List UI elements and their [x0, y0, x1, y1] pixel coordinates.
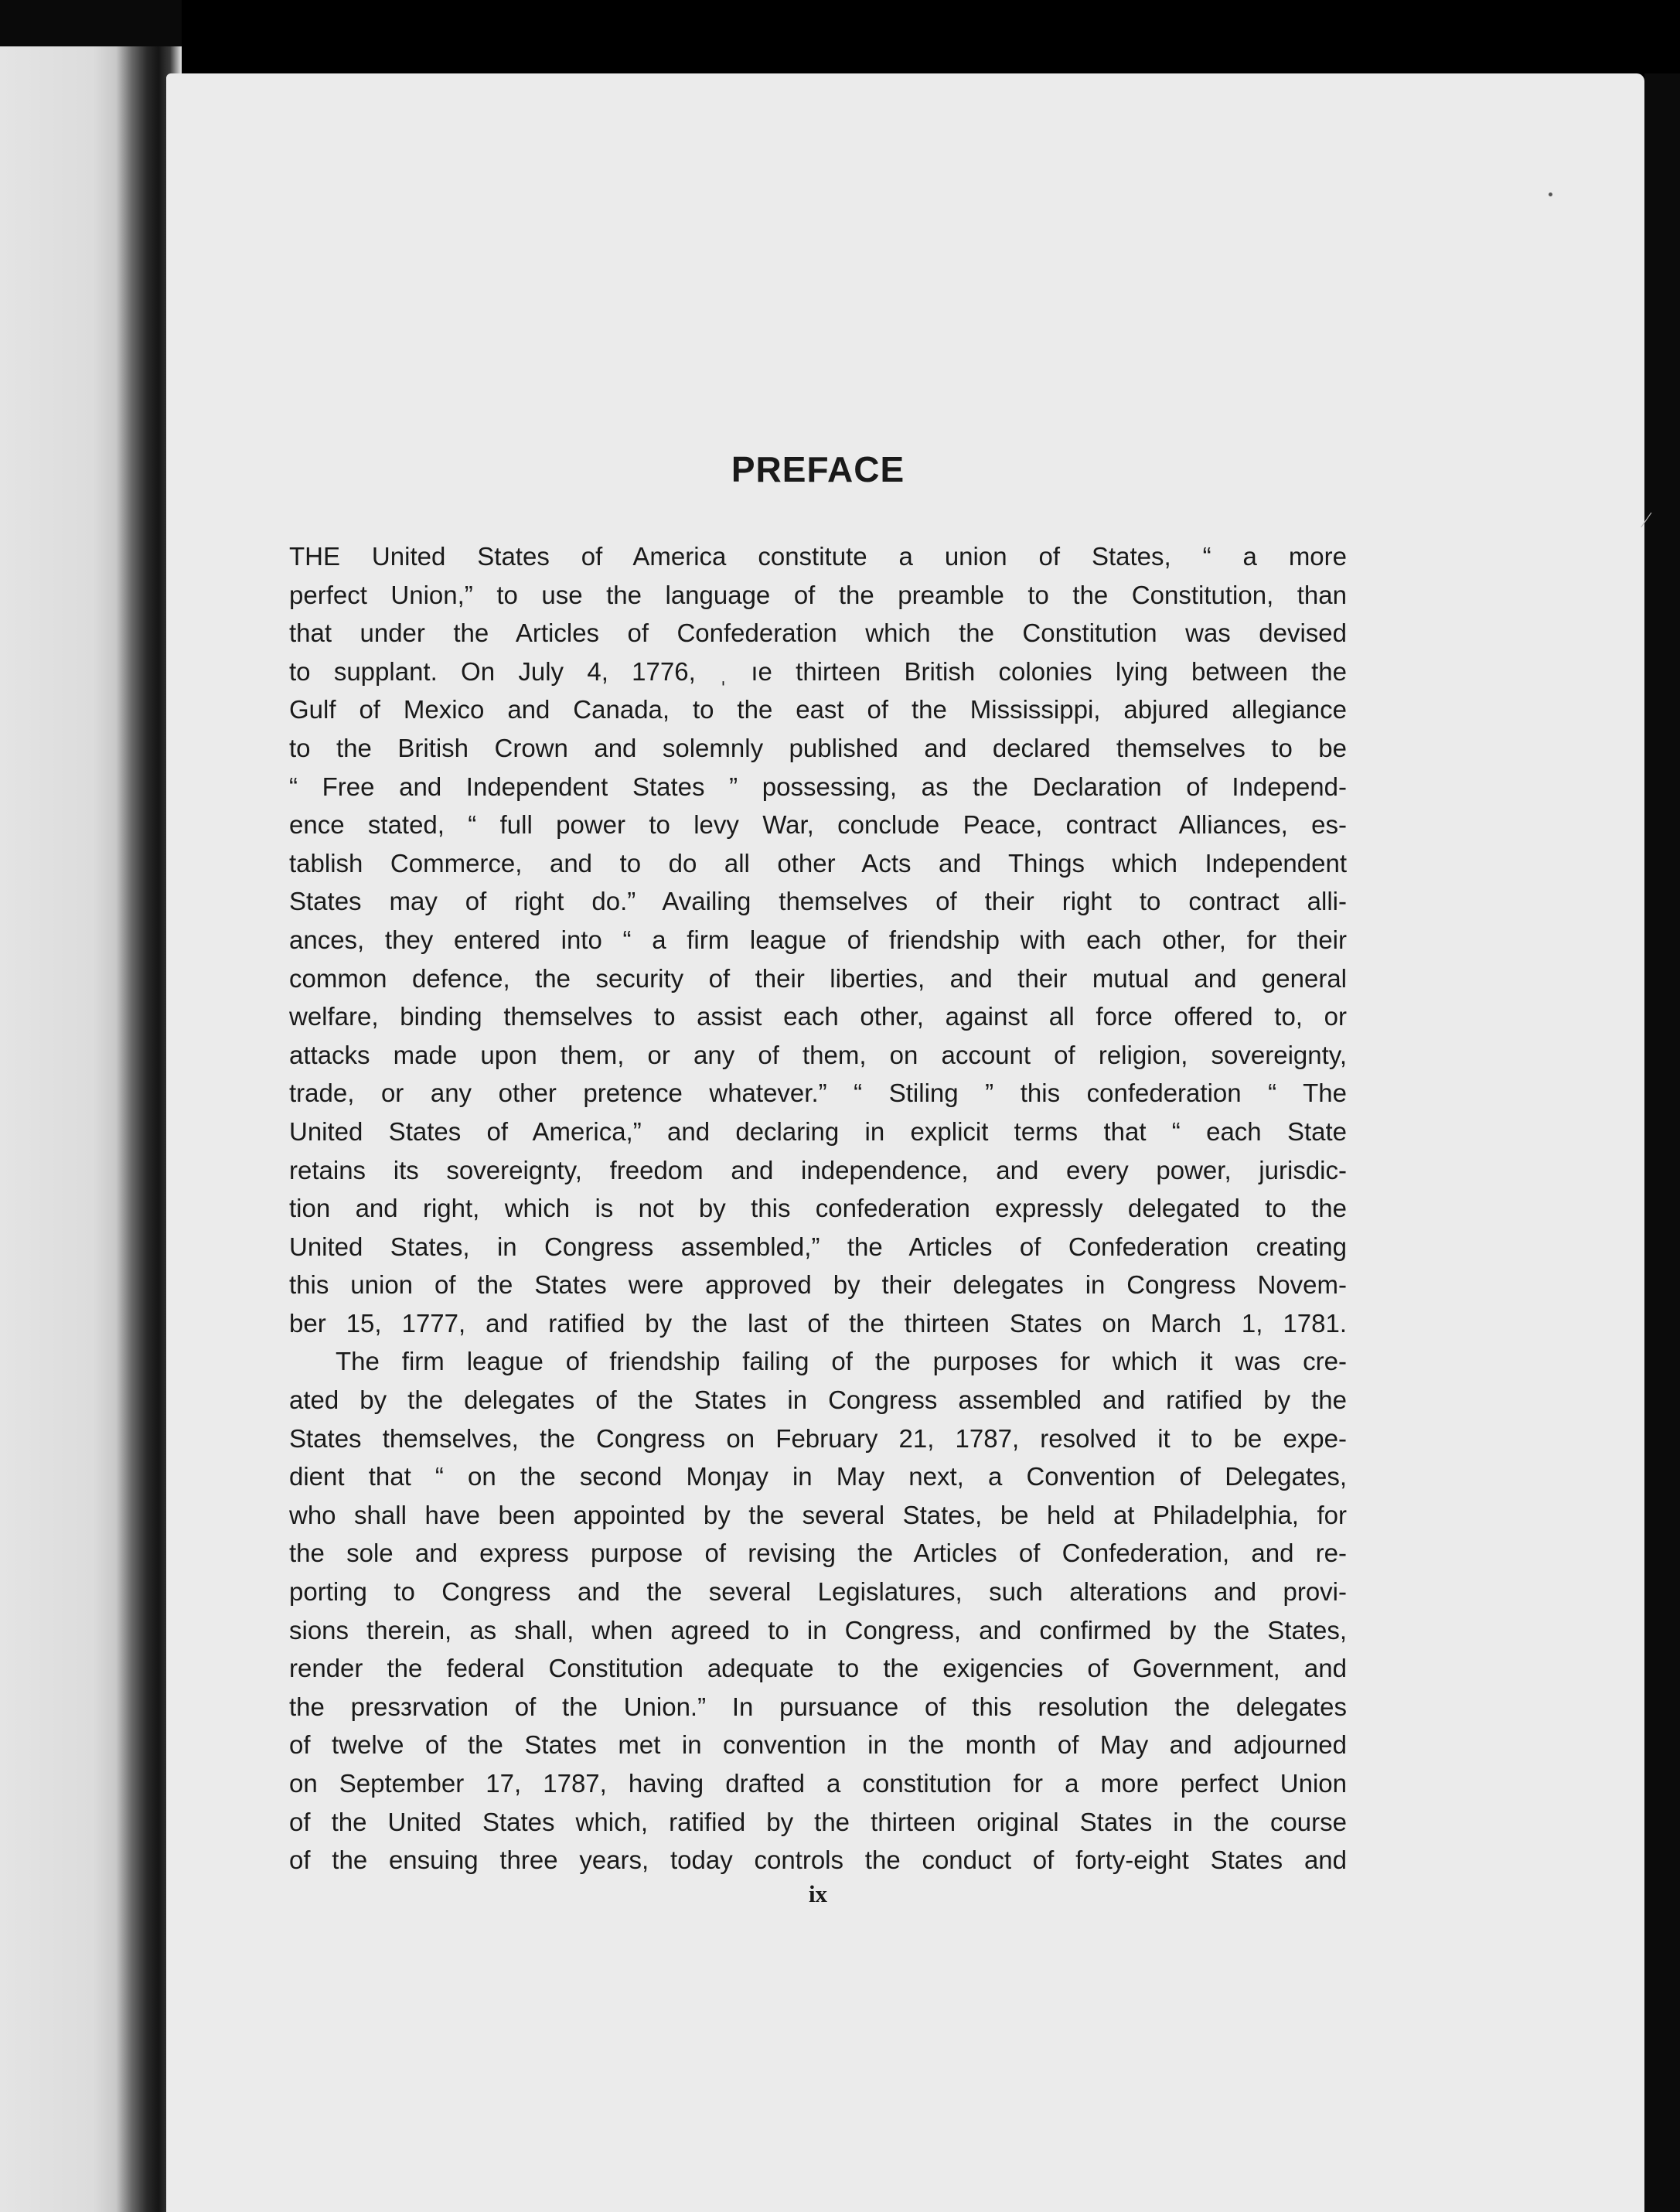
text-line: tion and right, which is not by this confederation expressly delegated to the [289, 1194, 1347, 1223]
text-line: of the United States which, ratified by the thirteen original States in the course [289, 1807, 1347, 1836]
paragraph-2 [289, 1342, 1347, 1879]
text-line: that under the Articles of Confederation which the Constitution was devised [289, 619, 1347, 648]
text-line: sions therein, as shall, when agreed to in Congress, and confirmed by the States, [289, 1615, 1347, 1645]
speck-mark [1549, 193, 1552, 196]
text-line: tablish Commerce, and to do all other Acts and Things which Independent [289, 848, 1347, 878]
text-line: ber 15, 1777, and ratified by the last of the thirteen States on March 1, 1781. [289, 1308, 1347, 1338]
paragraph-1 [289, 537, 1347, 1342]
text-line: THE United States of America constitute a union of States, “ a more [289, 542, 1347, 571]
text-line: attacks made upon them, or any of them, on account of religion, sovereignty, [289, 1040, 1347, 1069]
text-line: United States of America,” and declaring in explicit terms that “ each State [289, 1116, 1347, 1146]
binding-gutter [0, 46, 182, 2212]
text-line: to supplant. On July 4, 1776, ˌ ıe thirteen British colonies lying between the [289, 656, 1347, 686]
text-line: common defence, the security of their liberties, and their mutual and general [289, 963, 1347, 993]
text-line: ated by the delegates of the States in Congress assembled and ratified by the [289, 1385, 1347, 1415]
text-line: dient that “ on the second Monȷay in May next, a Convention of Delegates, [289, 1462, 1347, 1491]
text-line: welfare, binding themselves to assist each other, against all force offered to, or [289, 1002, 1347, 1031]
text-line: perfect Union,” to use the language of the preamble to the Constitution, than [289, 580, 1347, 609]
text-line: this union of the States were approved by their delegates in Congress Novem- [289, 1270, 1347, 1300]
text-line: the sole and express purpose of revising the Articles of Confederation, and re- [289, 1539, 1347, 1568]
page-number: ix [808, 1880, 828, 1907]
preface-body [289, 537, 1347, 1880]
text-line: ence stated, “ full power to levy War, conclude Peace, contract Alliances, es- [289, 810, 1347, 840]
text-line: the presзrvation of the Union.” In pursuance of this resolution the delegates [289, 1692, 1347, 1721]
text-line: ances, they entered into “ a firm league of friendship with each other, for their [289, 925, 1347, 954]
text-line: render the federal Constitution adequate to the exigencies of Government, and [289, 1654, 1347, 1683]
text-line: The firm league of friendship failing of the purposes for which it was cre- [336, 1347, 1347, 1376]
text-line: on September 17, 1787, having drafted a constitution for a more perfect Union [289, 1769, 1347, 1798]
text-line: “ Free and Independent States ” possessing, as the Declaration of Independ- [289, 772, 1347, 801]
text-line: States may of right do.” Availing themselves of their right to contract alli- [289, 887, 1347, 916]
text-line: porting to Congress and the several Legislatures, such alterations and provi- [289, 1577, 1347, 1607]
text-line: of the ensuing three years, today controls the conduct of forty-eight States and [289, 1846, 1347, 1875]
text-line: retains its sovereignty, freedom and independence, and every power, jurisdic- [289, 1155, 1347, 1184]
page-title: PREFACE [731, 449, 905, 489]
text-line: Gulf of Mexico and Canada, to the east of the Mississippi, abjured allegiance [289, 695, 1347, 724]
edge-mark: ⁄ [1644, 509, 1648, 533]
text-line: trade, or any other pretence whatever.” “ Stiling ” this confederation “ The [289, 1079, 1347, 1108]
text-line: who shall have been appointed by the several States, be held at Philadelphia, for [289, 1500, 1347, 1529]
text-line: States themselves, the Congress on February 21, 1787, resolved it to be expe- [289, 1423, 1347, 1453]
text-line: to the British Crown and solemnly published and declared themselves to be [289, 733, 1347, 762]
text-line: of twelve of the States met in convention in the month of May and adjourned [289, 1730, 1347, 1760]
page-right-edge [1644, 73, 1680, 2212]
text-line: United States, in Congress assembled,” the Articles of Confederation creating [289, 1232, 1347, 1261]
